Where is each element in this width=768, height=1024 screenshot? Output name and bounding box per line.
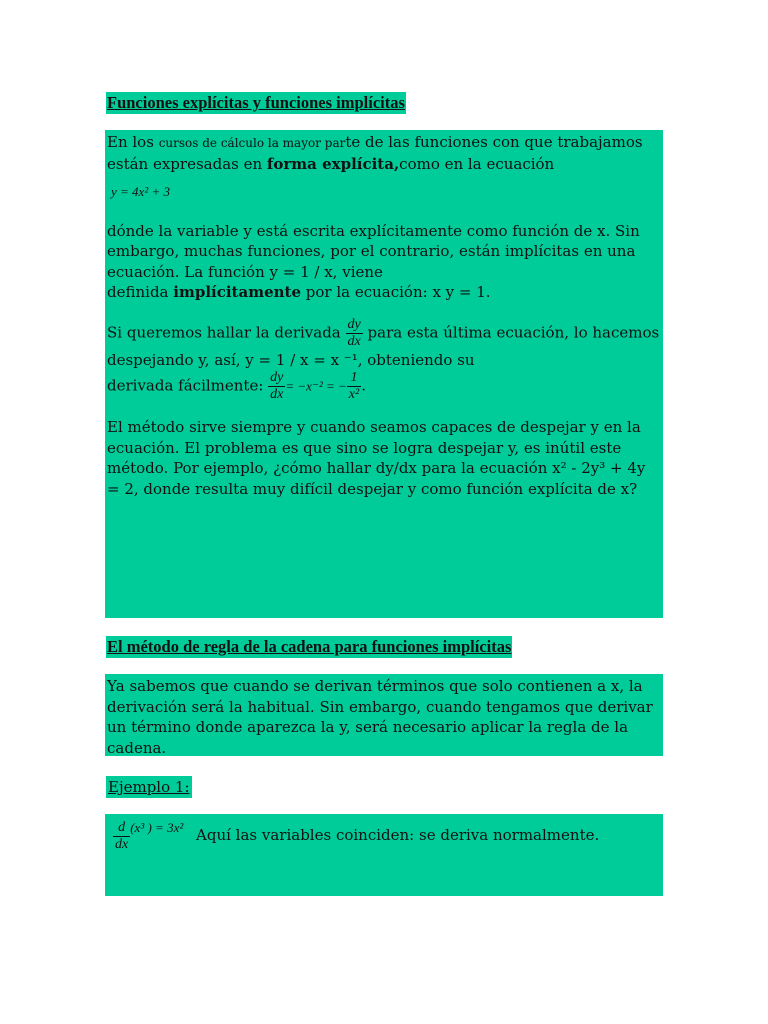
- example-1-box: [105, 814, 663, 896]
- example-expression: (x³ ) = 3x²: [130, 820, 184, 835]
- text: para esta última ecuación, lo hacemos despejando y, así, y = 1 / x = x ⁻¹, obteniendo su: [107, 323, 660, 369]
- example-text: Aquí las variables coinciden: se deriva normalmente.: [196, 826, 600, 844]
- numerator: dy: [347, 316, 361, 332]
- text: por la ecuación: x y = 1.: [301, 283, 491, 301]
- denominator: dx: [270, 387, 284, 402]
- text: dónde la variable y está escrita explícitamente como función de x. Sin embargo, muchas funciones, por el contrario, están implícitas en una ecuación. La función y = 1 / x, viene: [107, 221, 640, 281]
- denominator: x²: [348, 387, 360, 402]
- bold-text: forma explícita,: [266, 154, 400, 173]
- bold-text: implícitamente: [173, 283, 301, 301]
- fraction-dydx-2: [268, 370, 285, 403]
- paragraph-intro: [107, 132, 661, 174]
- paragraph-method: El método sirve siempre y cuando seamos capaces de despejar y en la ecuación. El problema es que sino se logra despejar y, es inútil este método. Por ejemplo, ¿cómo hallar dy/dx para la ecuación x² - 2y³ + 4y = 2, donde resulta muy difícil despejar y como función explícita de x?: [107, 418, 646, 498]
- section1-title: Funciones explícitas y funciones implícitas: [107, 93, 405, 112]
- section2-title: El método de regla de la cadena para funciones implícitas: [107, 637, 512, 656]
- fraction-result: [347, 370, 361, 403]
- example-1-label: Ejemplo 1:: [108, 778, 190, 796]
- paragraph-chain-rule: Ya sabemos que cuando se derivan términos que solo contienen a x, la derivación será la habitual. Sin embargo, cuando tengamos que derivar un término donde aparezca la y, será necesario aplicar la regla de la cadena.: [107, 677, 653, 757]
- numerator: d: [113, 820, 130, 837]
- denominator: dx: [115, 836, 129, 852]
- paragraph-explicit: [107, 221, 661, 303]
- numerator: 1: [347, 370, 361, 387]
- paragraph-derivative: Si queremos hallar la derivada $\frac{dy}{dx}$ para esta última ecuación, lo hacemos despejando y, así, y = 1 / x = x ⁻¹, obteniendo su derivada fácilmente: $\frac{dy}{dx}$ = −x⁻² = − $\frac{1}{\text{x²}}$ .: [107, 316, 660, 402]
- text: como en la ecuación: [399, 154, 555, 173]
- numerator: dy: [270, 370, 284, 385]
- text: En los: [107, 133, 159, 151]
- equation-1: y = 4x² + 3: [111, 184, 170, 199]
- fraction-d-dx: [113, 820, 130, 853]
- text-small: cursos de cálculo la mayor par: [158, 136, 346, 150]
- text: Si queremos hallar la derivada: [107, 323, 341, 341]
- section2-body: [105, 674, 663, 756]
- text: derivada fácilmente:: [107, 376, 264, 395]
- text: definida: [107, 283, 174, 301]
- text: te de las funciones con que trabajamos están expresadas en: [107, 133, 643, 173]
- section1-body: [105, 130, 663, 618]
- equation-2-middle: = −x⁻² = −: [285, 378, 347, 394]
- fraction-dydx: [346, 317, 363, 350]
- denominator: dx: [347, 333, 361, 349]
